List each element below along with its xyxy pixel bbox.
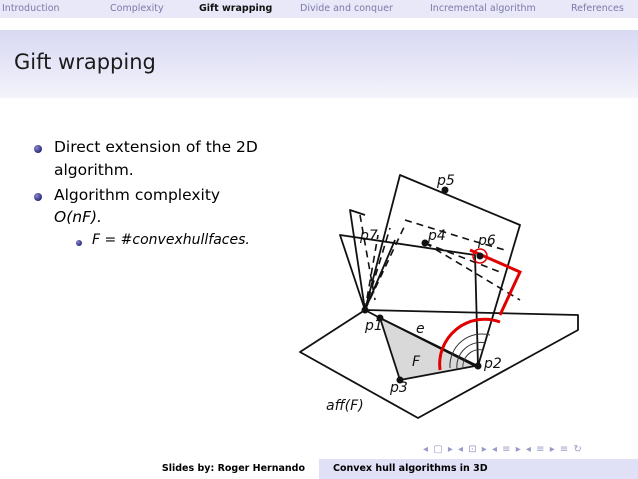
footer-author: Slides by: Roger Hernando xyxy=(0,459,319,479)
red-plane xyxy=(470,250,520,315)
bullet-2-line-1: Algorithm complexity xyxy=(54,186,221,204)
nav-item-gift-wrapping[interactable]: Gift wrapping xyxy=(199,3,273,14)
beamer-nav-symbols[interactable]: ◂ ▢ ▸ ◂ ⊡ ▸ ◂ ≡ ▸ ◂ ≡ ▸ ≡ ↻ xyxy=(423,444,583,455)
label-F: F xyxy=(412,354,421,370)
bullet-1-line-1: Direct extension of the 2D xyxy=(54,138,258,156)
footer xyxy=(0,459,638,479)
bullet-2-line-2: O(nF). xyxy=(54,208,102,226)
point-p1a xyxy=(362,307,369,314)
slide-title: Gift wrapping xyxy=(14,50,156,74)
nav-item-introduction[interactable]: Introduction xyxy=(2,3,60,14)
nav-item-divide-and-conquer[interactable]: Divide and conquer xyxy=(300,3,393,14)
point-p2 xyxy=(475,363,482,370)
point-p6 xyxy=(477,253,484,260)
label-p2: p2 xyxy=(484,356,502,372)
label-aff: aff(F) xyxy=(326,398,364,414)
label-p7: p7 xyxy=(360,228,378,244)
sub-bullet-text: F = #convexhullfaces. xyxy=(92,232,250,248)
nav-item-incremental-algorithm[interactable]: Incremental algorithm xyxy=(430,3,536,14)
label-p3: p3 xyxy=(390,380,408,396)
label-p1: p1 xyxy=(365,318,383,334)
plane-p7-left xyxy=(350,210,365,310)
label-p4: p4 xyxy=(428,228,446,244)
label-e: e xyxy=(416,321,425,337)
footer-title: Convex hull algorithms in 3D xyxy=(319,459,638,479)
nav-item-references[interactable]: References xyxy=(571,3,624,14)
nav-item-complexity[interactable]: Complexity xyxy=(110,3,164,14)
label-p5: p5 xyxy=(437,173,455,189)
bullet-1-line-2: algorithm. xyxy=(54,161,134,179)
label-p6: p6 xyxy=(478,233,496,249)
